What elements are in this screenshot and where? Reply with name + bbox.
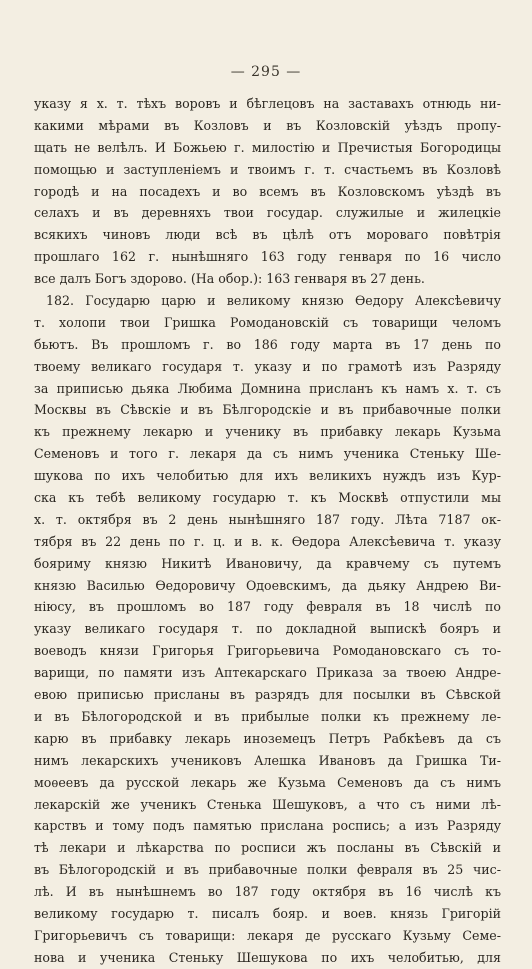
text-line: нова и ученика Стеньку Шешукова по ихъ челобитью, для <box>34 949 501 965</box>
text-line: всякихъ чиновъ люди всѣ въ цѣлѣ отъ мороваго повѣтрія <box>34 227 501 243</box>
text-line: къ прежнему лекарю и ученику въ прибавку лекарь Кузьма <box>34 424 501 440</box>
text-line: евою приписью присланы въ разрядъ для посылки въ Сѣвской <box>34 687 501 703</box>
text-line: х. т. октября въ 2 день нынѣшняго 187 году. Лѣта 7187 ок- <box>34 511 501 527</box>
entry-heading-line: 182. Государю царю и великому князю Ѳедору Алексѣевичу <box>46 293 501 309</box>
text-line: щать не велѣлъ. И Божьею г. милостію и Пречистыя Богородицы <box>34 139 501 155</box>
text-line: моѳеевъ да русской лекарь же Кузьма Семеновъ да съ нимъ <box>34 774 501 790</box>
text-line: карствъ и тому подъ памятью прислана роспись; а изъ Разряду <box>34 818 501 834</box>
text-line: помощью и заступленіемъ и твоимъ г. т. счастьемъ въ Козловѣ <box>34 161 501 177</box>
text-line: лѣ. И въ нынѣшнемъ во 187 году октября въ 16 числѣ къ <box>34 884 501 900</box>
text-line: городѣ и на посадехъ и во всемъ въ Козловскомъ уѣздѣ въ <box>34 183 501 199</box>
text-line: т. холопи твои Гришка Ромодановскій съ товарищи челомъ <box>34 314 501 330</box>
body-text <box>34 93 501 969</box>
text-line: указу я х. т. тѣхъ воровъ и бѣглецовъ на заставахъ отнюдь ни- <box>34 96 501 111</box>
text-line: Семеновъ и того г. лекаря да съ нимъ ученика Стеньку Ше- <box>34 446 501 462</box>
text-line: все далъ Богъ здорово. (На обор.): 163 генваря въ 27 день. <box>34 271 425 287</box>
text-line: лекарскій же ученикъ Стенька Шешуковъ, а что съ ними лѣ- <box>34 796 501 812</box>
text-line: карю въ прибавку лекарь иноземецъ Петръ Рабкѣевъ да съ <box>34 730 501 746</box>
text-line: бьютъ. Въ прошломъ г. во 186 году марта въ 17 день по <box>34 336 501 352</box>
text-line: за приписью дьяка Любима Домнина присланъ къ намъ х. т. съ <box>34 380 501 396</box>
text-line: указу великаго государя т. по докладной выпискѣ бояръ и <box>34 621 501 637</box>
text-line: въ Бѣлогородскій и въ прибавочные полки февраля въ 25 чис- <box>34 862 501 878</box>
text-line: варищи, по памяти изъ Аптекарскаго Приказа за твоею Андре- <box>34 665 501 681</box>
text-line: тября въ 22 день по г. ц. и в. к. Ѳедора Алексѣевича т. указу <box>34 533 501 549</box>
text-line: Григорьевичъ съ товарищи: лекаря де русскаго Кузьму Семе- <box>34 927 501 943</box>
text-line: селахъ и въ деревняхъ твои государ. служилые и жилецкіе <box>34 205 501 221</box>
text-line: какими мѣрами въ Козловъ и въ Козловскій уѣздъ пропу- <box>34 117 501 133</box>
text-line: Москвы въ Сѣвскіе и въ Бѣлгородскіе и въ прибавочные полки <box>34 402 501 418</box>
text-line: нимъ лекарскихъ учениковъ Алешка Ивановъ да Гришка Ти- <box>34 752 501 768</box>
text-line: ніюсу, въ прошломъ во 187 году февраля въ 18 числѣ по <box>34 599 501 615</box>
text-line: твоему великаго государя т. указу и по грамотѣ изъ Разряду <box>34 358 501 374</box>
text-line: ска къ тебѣ великому государю т. къ Москвѣ отпустили мы <box>34 490 501 506</box>
text-line: тѣ лекари и лѣкарства по росписи жъ посланы въ Сѣвскій и <box>34 840 501 856</box>
page-number: — 295 — <box>230 64 302 80</box>
text-line: шукова по ихъ челобитью для ихъ великихъ нуждъ изъ Кур- <box>34 468 501 484</box>
text-line: князю Василью Ѳедоровичу Одоевскимъ, да дьяку Андрею Ви- <box>34 577 501 593</box>
text-line: воеводъ князи Григорья Григорьевича Ромодановскаго съ то- <box>34 643 501 659</box>
text-line: великому государю т. писалъ бояр. и воев. князь Григорій <box>34 905 501 921</box>
text-line: и въ Бѣлогородской и въ прибылые полки къ прежнему ле- <box>34 708 501 724</box>
text-line: прошлаго 162 г. нынѣшняго 163 году генваря по 16 число <box>34 249 501 265</box>
text-line: бояриму князю Никитѣ Ивановичу, да кравчему съ путемъ <box>34 555 501 571</box>
